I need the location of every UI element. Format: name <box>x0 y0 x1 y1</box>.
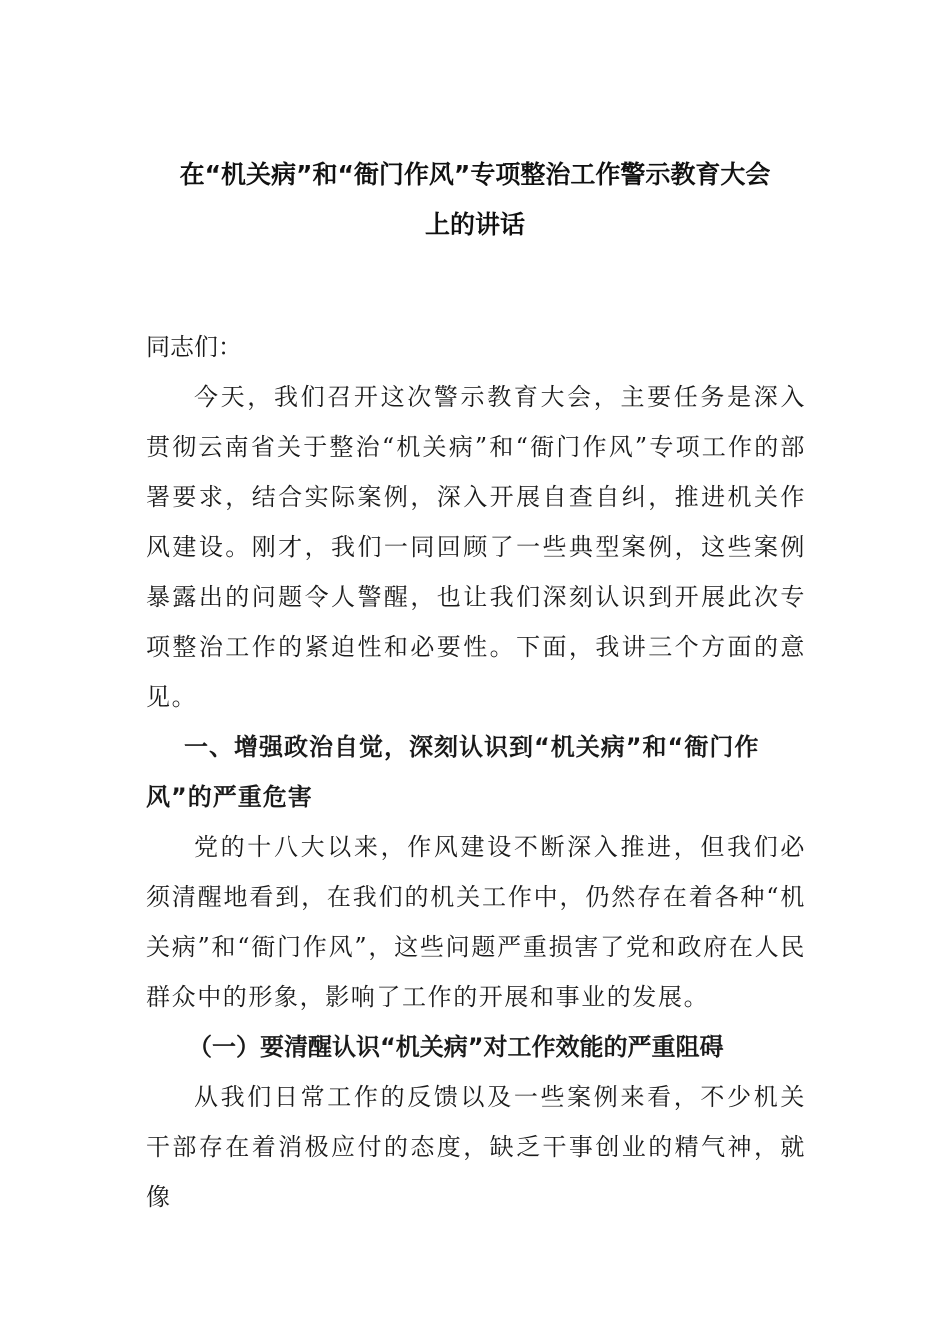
document-title <box>140 150 810 250</box>
salutation: 同志们： <box>146 333 242 361</box>
intro-paragraph: 今天，我们召开这次警示教育大会，主要任务是深入贯彻云南省关于整治“机关病”和“衙门作风”专项工作的部署要求，结合实际案例，深入开展自查自纠，推进机关作风建设。刚才，我们一同回顾了一些典型案例，这些案例暴露出的问题令人警醒，也让我们深刻认识到开展此次专项整治工作的紧迫性和必要性。下面，我讲三个方面的意见。 <box>146 383 806 711</box>
document-body <box>146 322 806 1222</box>
subsection-1-heading: （一）要清醒认识“机关病”对工作效能的严重阻碍 <box>188 1033 724 1061</box>
title-line-1: 在“机关病”和“衙门作风”专项整治工作警示教育大会 <box>179 160 771 189</box>
section-1-paragraph: 党的十八大以来，作风建设不断深入推进，但我们必须清醒地看到，在我们的机关工作中，仍然存在着各种“机关病”和“衙门作风”，这些问题严重损害了党和政府在人民群众中的形象，影响了工作的开展和事业的发展。 <box>146 833 806 1011</box>
subsection-1-paragraph: 从我们日常工作的反馈以及一些案例来看，不少机关干部存在着消极应付的态度，缺乏干事创业的精气神，就像 <box>146 1083 806 1211</box>
section-1-heading-text: 一、增强政治自觉，深刻认识到“机关病”和“衙门作风”的严重危害 <box>146 733 760 811</box>
title-line-2: 上的讲话 <box>424 210 525 239</box>
section-1-heading <box>146 722 806 822</box>
